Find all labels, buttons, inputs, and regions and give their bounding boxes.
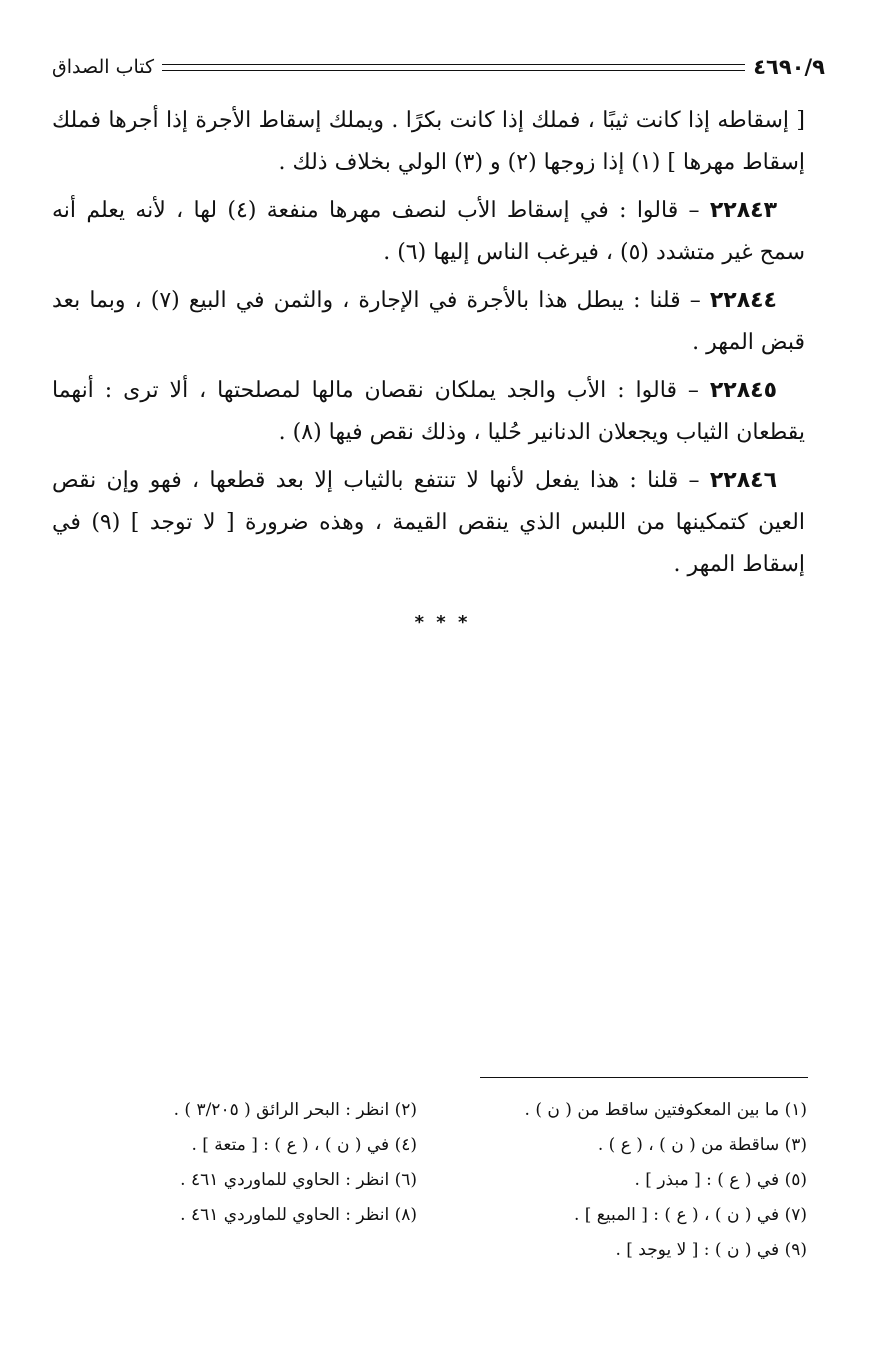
main-text — [52, 100, 805, 592]
paragraph — [52, 280, 805, 364]
footnote: (٢) انظر : البحر الرائق ( ٣/٢٠٥ ) . — [173, 1100, 417, 1120]
header-rule — [162, 64, 745, 71]
paragraph — [52, 100, 805, 184]
paragraph-number: ٢٢٨٤٣ — [709, 198, 777, 223]
footnotes-even-column — [77, 1093, 417, 1233]
paragraph — [52, 370, 805, 454]
footnote: (١) ما بين المعكوفتين ساقط من ( ن ) . — [524, 1100, 807, 1120]
page-reference: ٤٦٩٠/٩ — [753, 55, 825, 79]
footnote: (٤) في ( ن ) ، ( ع ) : [ متعة ] . — [191, 1135, 417, 1155]
section-separator: * * * — [414, 612, 471, 633]
footnotes — [120, 1093, 807, 1273]
footnote: (٥) في ( ع ) : [ مبذر ] . — [634, 1170, 807, 1190]
paragraph-text: [ إسقاطه إذا كانت ثيبًا ، فملك إذا كانت بكرًا . ويملك إسقاط الأجرة إذا أجرها فملك إسقاط مهرها ] (١) إذا زوجها (٢) و (٣) الولي بخلاف ذلك . — [52, 108, 805, 175]
footnote: (٦) انظر : الحاوي للماوردي ٤٦١ . — [180, 1170, 417, 1190]
paragraph-number: ٢٢٨٤٤ — [709, 288, 777, 313]
paragraph-text: – قلنا : يبطل هذا بالأجرة في الإجارة ، والثمن في البيع (٧) ، وبما بعد قبض المهر . — [52, 288, 805, 355]
footnote-rule — [480, 1077, 808, 1078]
paragraph-number: ٢٢٨٤٦ — [709, 468, 777, 493]
footnote: (٣) ساقطة من ( ن ) ، ( ع ) . — [597, 1135, 807, 1155]
paragraph-number: ٢٢٨٤٥ — [709, 378, 777, 403]
footnote: (٩) في ( ن ) : [ لا يوجد ] . — [615, 1240, 807, 1260]
paragraph — [52, 460, 805, 586]
running-header — [52, 50, 825, 84]
paragraph — [52, 190, 805, 274]
paragraph-text: – قلنا : هذا يفعل لأنها لا تنتفع بالثياب إلا بعد قطعها ، فهو وإن نقص العين كتمكينها من اللبس الذي ينقص القيمة ، وهذه ضرورة [ لا توجد ] (٩) في إسقاط المهر . — [52, 468, 805, 577]
book-title: كتاب الصداق — [52, 56, 155, 78]
footnote: (٧) في ( ن ) ، ( ع ) : [ المبيع ] . — [573, 1205, 807, 1225]
footnote: (٨) انظر : الحاوي للماوردي ٤٦١ . — [180, 1205, 417, 1225]
footnotes-odd-column — [437, 1093, 807, 1268]
paragraph-text: – قالوا : الأب والجد يملكان نقصان مالها لمصلحتها ، ألا ترى : أنهما يقطعان الثياب ويجعلان الدنانير حُليا ، وذلك نقص فيها (٨) . — [52, 378, 805, 445]
paragraph-text: – قالوا : في إسقاط الأب لنصف مهرها منفعة (٤) لها ، لأنه يعلم أنه سمح غير متشدد (٥) ، فيرغب الناس إليها (٦) . — [52, 198, 805, 265]
